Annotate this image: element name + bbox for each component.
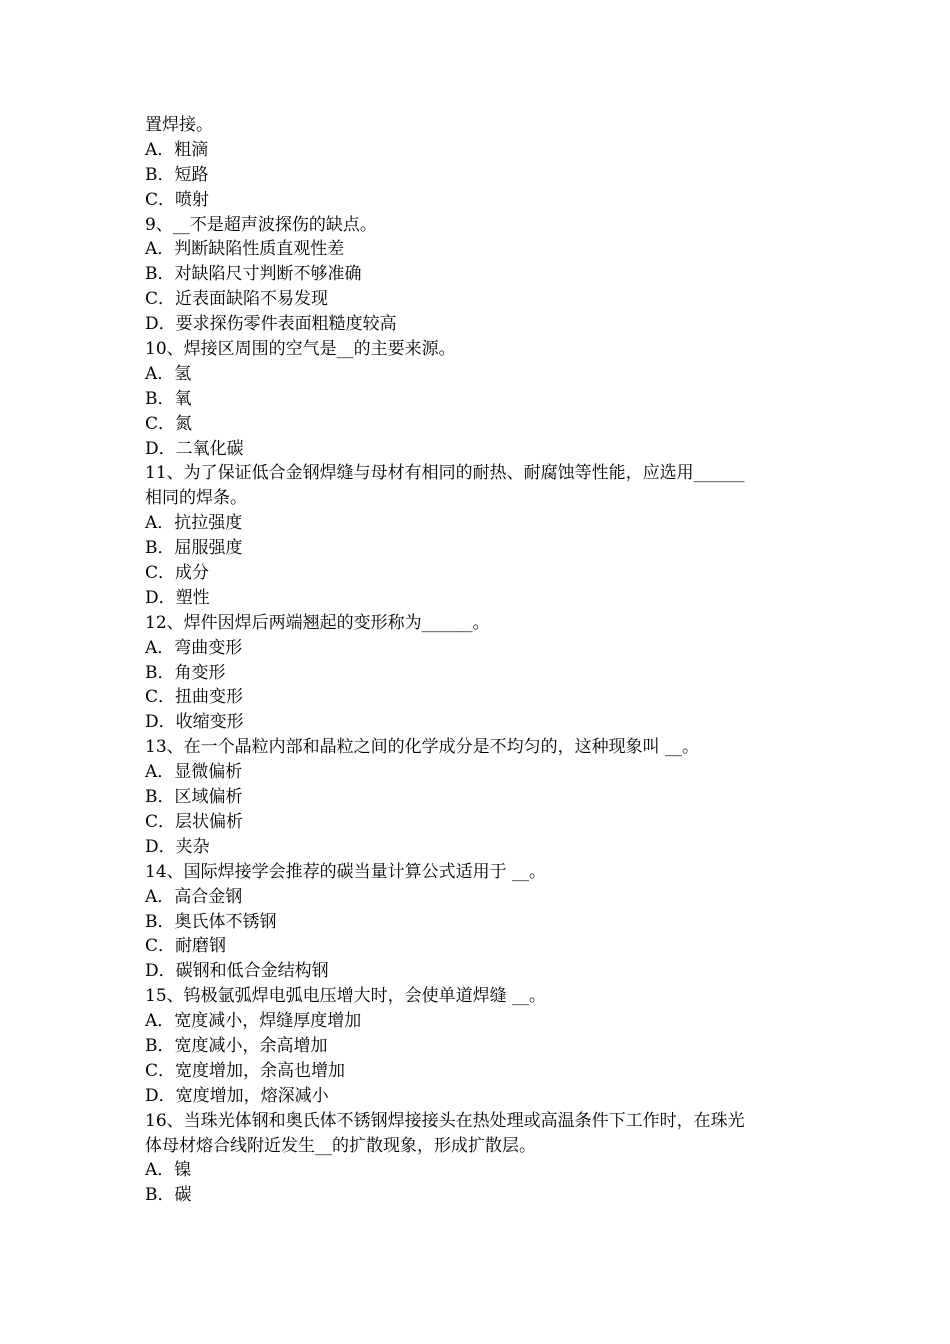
option-line: A．镍 [145,1160,192,1181]
option-line: B．宽度减小，余高增加 [145,1035,328,1056]
option-line: A．判断缺陷性质直观性差 [145,239,345,260]
option-line: C．宽度增加，余高也增加 [145,1060,346,1081]
option-line: C．耐磨钢 [145,936,227,957]
option-line: C．层状偏析 [145,811,244,832]
option-line: A．抗拉强度 [145,513,243,534]
option-line: A．宽度减小，焊缝厚度增加 [145,1011,362,1032]
option-line: D．要求探伤零件表面粗糙度较高 [145,314,397,335]
option-line: A．高合金钢 [145,886,243,907]
option-line: C．喷射 [145,189,210,210]
option-line: B．碳 [145,1185,192,1206]
document-text [145,113,810,1208]
option-line: D．收缩变形 [145,712,244,733]
question-16-continuation: 体母材熔合线附近发生__的扩散现象，形成扩散层。 [145,1135,536,1156]
question-11: 11、为了保证低合金钢焊缝与母材有相同的耐热、耐腐蚀等性能，应选用______ [145,463,745,484]
question-11-continuation: 相同的焊条。 [145,488,247,509]
question-12: 12、焊件因焊后两端翘起的变形称为______。 [145,612,490,633]
option-line: D．碳钢和低合金结构钢 [145,961,329,982]
question-9: 9、__不是超声波探伤的缺点。 [145,214,377,235]
option-line: B．区域偏析 [145,787,243,808]
option-line: C．近表面缺陷不易发现 [145,289,329,310]
question-15: 15、钨极氩弧焊电弧电压增大时，会使单道焊缝 __。 [145,986,547,1007]
option-line: C．扭曲变形 [145,687,244,708]
option-line: A．氢 [145,363,192,384]
option-line: B．角变形 [145,662,226,683]
option-line: D．二氧化碳 [145,438,244,459]
option-line: D．塑性 [145,587,210,608]
option-line: C．成分 [145,563,210,584]
option-line: B．屈服强度 [145,538,243,559]
question-10: 10、焊接区周围的空气是__的主要来源。 [145,339,456,360]
option-line: A．粗滴 [145,139,209,160]
option-line: A．显微偏析 [145,762,243,783]
question-13: 13、在一个晶粒内部和晶粒之间的化学成分是不均匀的，这种现象叫 __。 [145,737,700,758]
option-line: C．氮 [145,413,193,434]
option-line: B．奥氏体不锈钢 [145,911,277,932]
option-line: D．夹杂 [145,836,210,857]
option-line: A．弯曲变形 [145,637,243,658]
option-line: B．短路 [145,164,209,185]
option-line: D．宽度增加，熔深减小 [145,1085,329,1106]
question-8-continuation: 置焊接。 [145,115,213,135]
question-14: 14、国际焊接学会推荐的碳当量计算公式适用于 __。 [145,861,547,882]
option-line: B．对缺陷尺寸判断不够准确 [145,264,362,285]
option-line: B．氧 [145,388,192,409]
question-16: 16、当珠光体钢和奥氏体不锈钢焊接接头在热处理或高温条件下工作时，在珠光 [145,1110,745,1131]
